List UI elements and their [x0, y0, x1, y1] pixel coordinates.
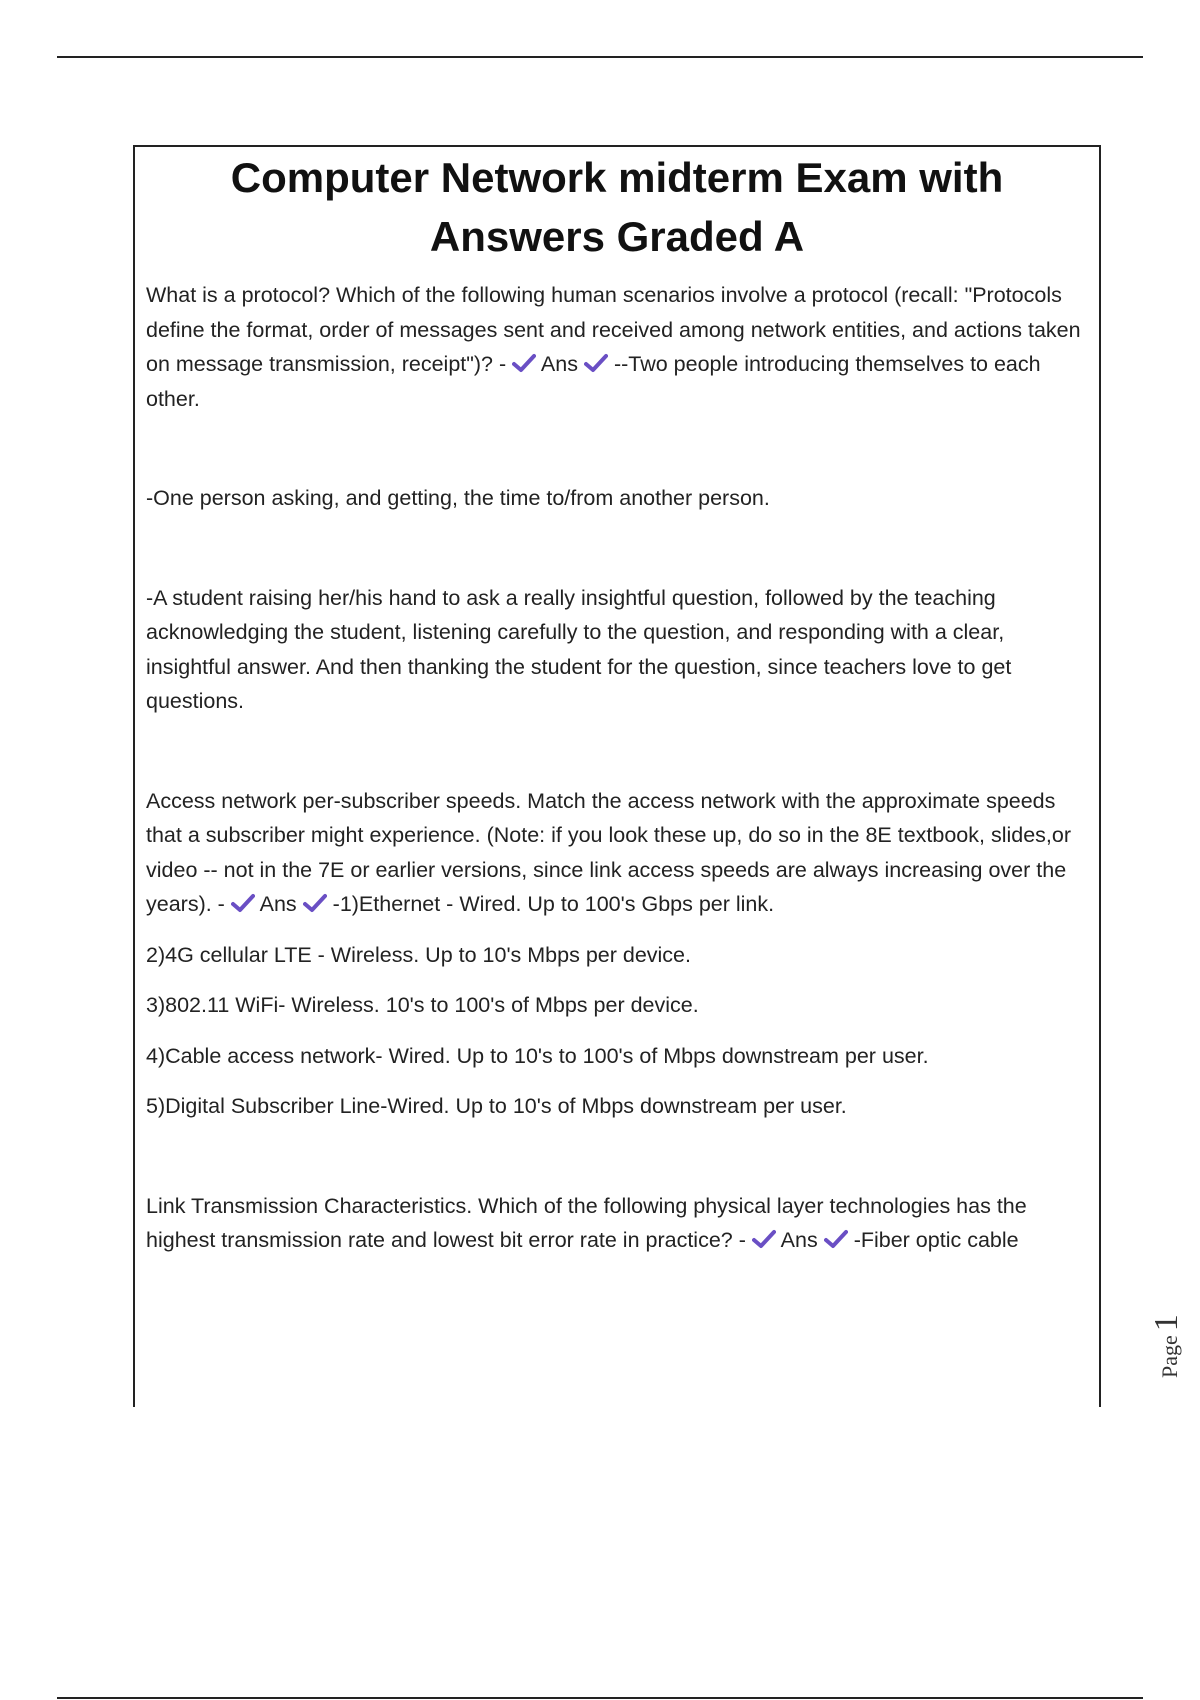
check-icon: [752, 1229, 776, 1249]
ans-label: Ans: [259, 892, 297, 916]
question-2-text: Access network per-subscriber speeds. Match the access network with the approximate speeds that a subscriber might experience. (Note: if you look these up, do so in the 8E textbook, slides,or video -- not in the 7E or earlier versions, since link access speeds are always increasing over the years). -: [146, 788, 1072, 916]
question-2: [146, 784, 1091, 922]
check-icon: [231, 893, 255, 913]
title-line-2: Answers Graded A: [429, 213, 805, 260]
answer-3-text: -Fiber optic cable: [853, 1228, 1019, 1252]
document-body: [146, 278, 1091, 1258]
check-icon: [584, 353, 608, 373]
question-1-text: What is a protocol? Which of the following human scenarios involve a protocol (recall: "Protocols define the format, order of messages sent and received among network entities, and actions taken on message transmission, receipt")? -: [146, 283, 1081, 376]
page-label: Page: [1157, 1335, 1182, 1378]
check-icon: [824, 1229, 848, 1249]
answer-2-item: 4)Cable access network- Wired. Up to 10's to 100's of Mbps downstream per user.: [146, 1043, 929, 1068]
answer-2-text: -1)Ethernet - Wired. Up to 100's Gbps per link.: [332, 892, 775, 916]
ans-label: Ans: [540, 352, 578, 376]
page-number: [1148, 1314, 1186, 1378]
page-number-value: 1: [1148, 1314, 1185, 1332]
top-rule: [57, 56, 1143, 58]
answer-2-item: 2)4G cellular LTE - Wireless. Up to 10's Mbps per device.: [146, 942, 691, 967]
check-icon: [512, 353, 536, 373]
check-icon: [303, 893, 327, 913]
question-1-option-2: -One person asking, and getting, the time to/from another person.: [146, 486, 770, 510]
answer-2-item: 3)802.11 WiFi- Wireless. 10's to 100's of Mbps per device.: [146, 993, 699, 1017]
answer-1-text: --Two people introducing themselves to each other.: [146, 352, 1041, 411]
document-title: [135, 148, 1099, 266]
bottom-rule: [57, 1697, 1143, 1699]
ans-label: Ans: [780, 1228, 818, 1252]
answer-2-item: 5)Digital Subscriber Line-Wired. Up to 10's of Mbps downstream per user.: [146, 1094, 847, 1118]
title-line-1: Computer Network midterm Exam with: [230, 154, 1004, 201]
question-3: [146, 1189, 1091, 1258]
question-1-option-3: -A student raising her/his hand to ask a really insightful question, followed by the teaching acknowledging the student, listening carefully to the question, and responding with a clear, insightful answer. And then thanking the student for the question, since teachers love to get questions.: [146, 585, 1012, 713]
question-3-text: Link Transmission Characteristics. Which of the following physical layer technologies has the highest transmission rate and lowest bit error rate in practice? -: [146, 1193, 1027, 1252]
question-1: [146, 278, 1091, 416]
